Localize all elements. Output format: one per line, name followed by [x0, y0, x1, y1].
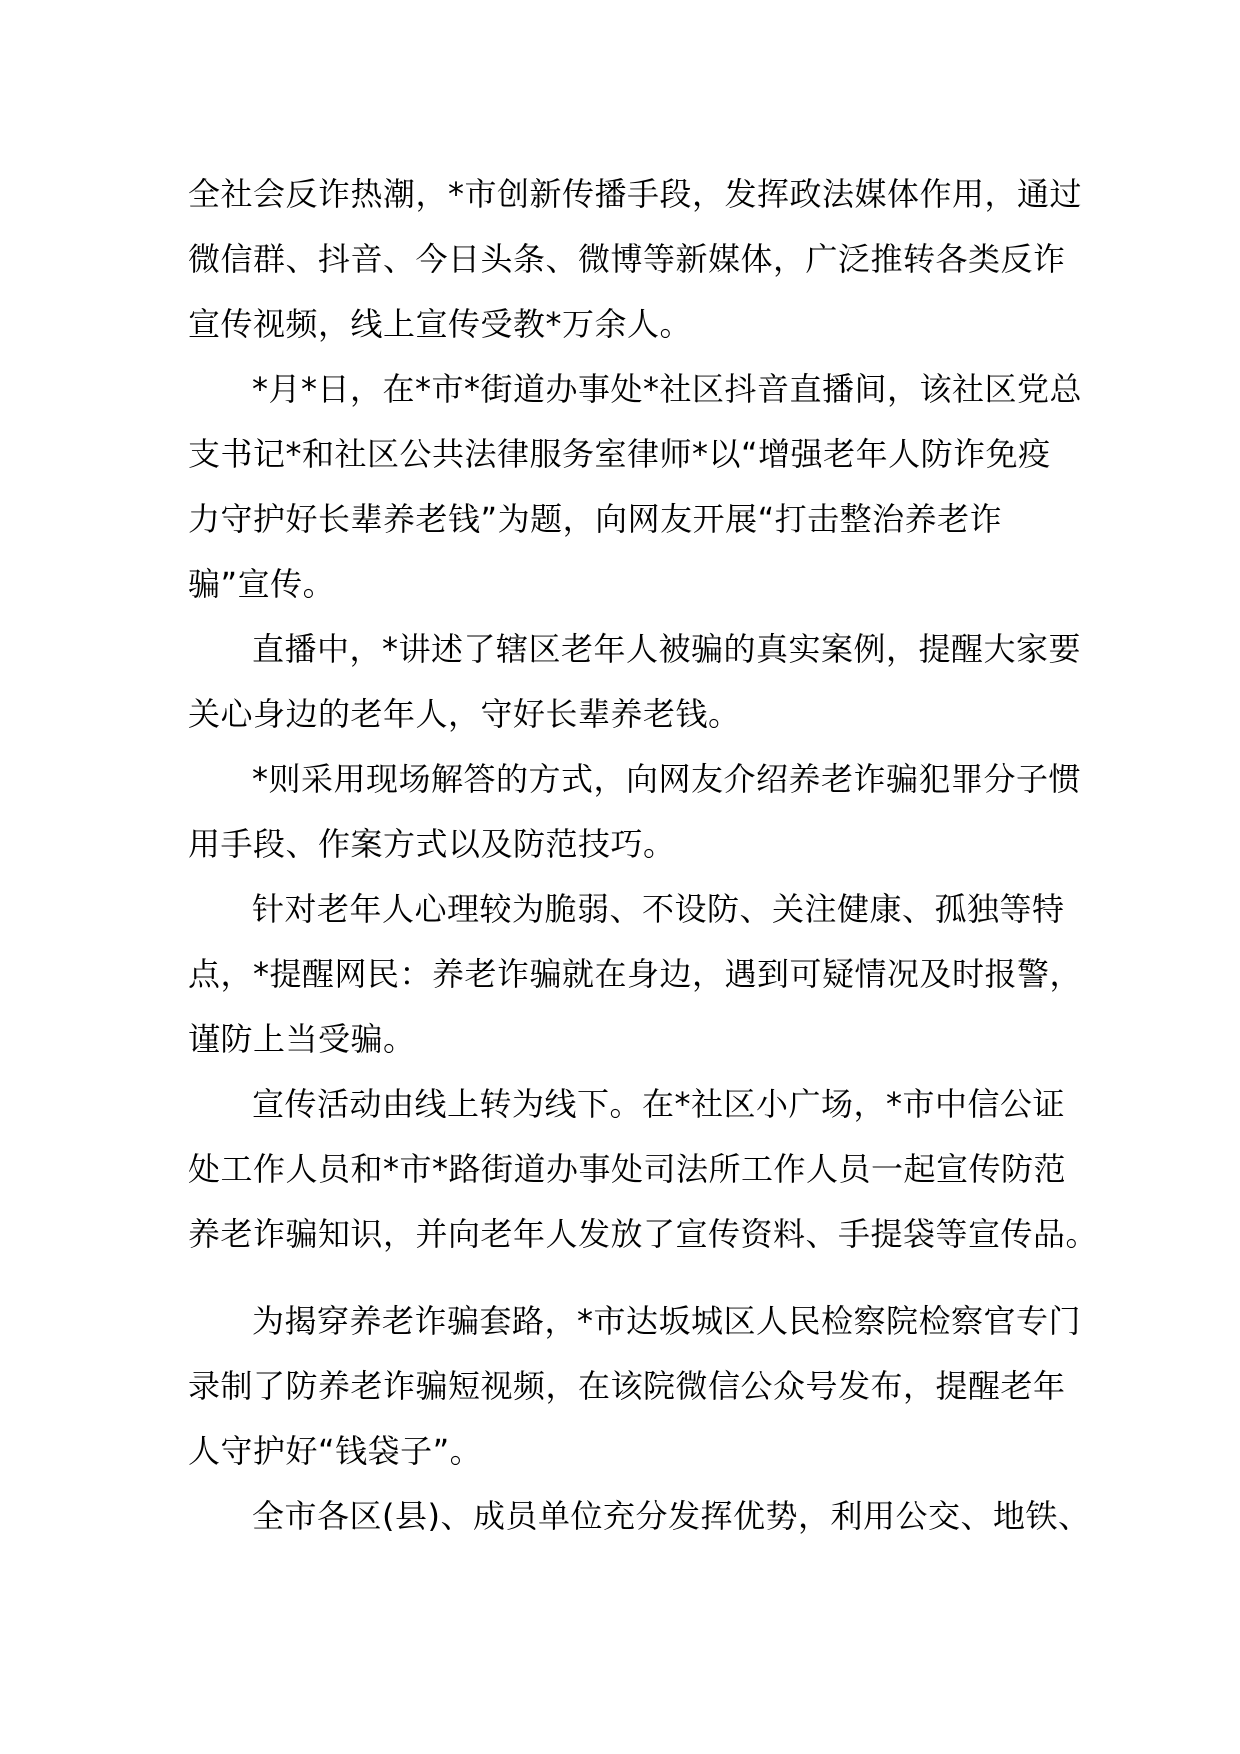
text-line: 录制了防养老诈骗短视频，在该院微信公众号发布，提醒老年: [188, 1367, 1066, 1405]
text-line: *则采用现场解答的方式，向网友介绍养老诈骗犯罪分子惯: [252, 760, 1082, 798]
document-body: [188, 162, 1099, 1549]
text-line: 骗”宣传。: [188, 565, 336, 603]
text-line: 人守护好“钱袋子”。: [188, 1432, 483, 1470]
text-line: *月*日，在*市*街道办事处*社区抖音直播间，该社区党总: [252, 370, 1083, 408]
text-line: 养老诈骗知识，并向老年人发放了宣传资料、手提袋等宣传品。: [188, 1215, 1099, 1253]
text-line: 直播中，*讲述了辖区老年人被骗的真实案例，提醒大家要: [252, 630, 1082, 668]
paragraph-gap: [188, 1267, 1068, 1289]
text-line: 处工作人员和*市*路街道办事处司法所工作人员一起宣传防范: [188, 1150, 1067, 1188]
text-line: 全社会反诈热潮，*市创新传播手段，发挥政法媒体作用，通过: [188, 175, 1083, 213]
text-line: 关心身边的老年人，守好长辈养老钱。: [188, 695, 741, 733]
text-line: 微信群、抖音、今日头条、微博等新媒体，广泛推转各类反诈: [188, 240, 1066, 278]
text-line: 支书记*和社区公共法律服务室律师*以“增强老年人防诈免疫: [188, 435, 1051, 473]
text-line: 宣传活动由线上转为线下。在*社区小广场，*市中信公证: [252, 1085, 1066, 1123]
text-line: 谨防上当受骗。: [188, 1020, 416, 1058]
text-line: 用手段、作案方式以及防范技巧。: [188, 825, 676, 863]
text-line: 宣传视频，线上宣传受教*万余人。: [188, 305, 693, 343]
text-line: 点，*提醒网民：养老诈骗就在身边，遇到可疑情况及时报警，: [188, 955, 1083, 993]
text-line: 针对老年人心理较为脆弱、不设防、关注健康、孤独等特: [252, 890, 1065, 928]
text-line: 为揭穿养老诈骗套路，*市达坂城区人民检察院检察官专门: [252, 1302, 1082, 1340]
text-line: 力守护好长辈养老钱”为题，向网友开展“打击整治养老诈: [188, 500, 1003, 538]
text-line: 全市各区(县)、成员单位充分发挥优势，利用公交、地铁、: [252, 1497, 1091, 1535]
